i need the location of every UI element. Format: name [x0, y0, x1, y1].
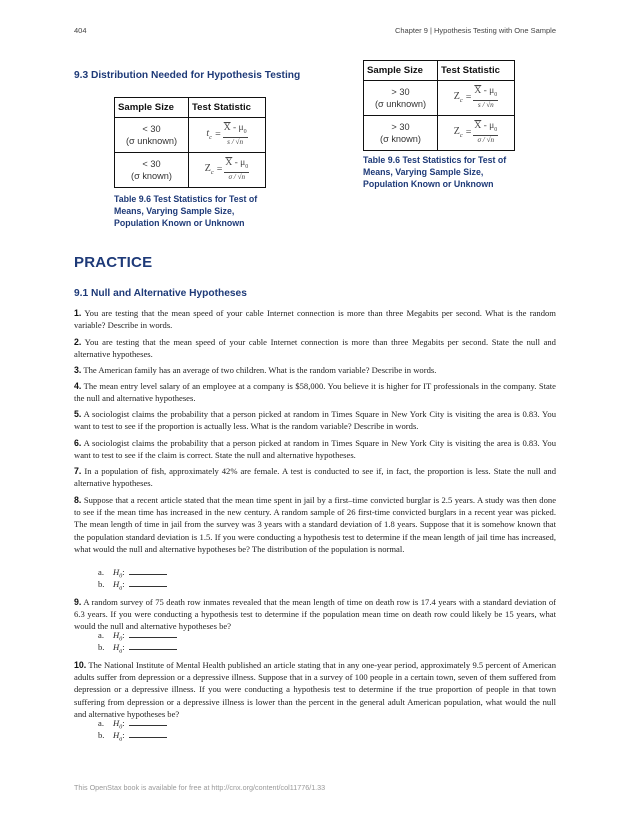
hypothesis-symbol: H	[113, 567, 120, 577]
equals-sign: =	[216, 164, 223, 176]
numerator-rest: - μ	[232, 158, 246, 169]
formula-lhs: Z	[453, 126, 460, 138]
answer-blank-line[interactable]	[129, 729, 167, 738]
sample-size-value: < 30	[142, 158, 161, 169]
answer-blank-line[interactable]	[129, 641, 177, 650]
mu-subscript: 0	[494, 91, 498, 98]
question-number: 9.	[74, 597, 82, 607]
denominator: s / √n	[227, 137, 244, 146]
hypothesis-symbol: H	[113, 579, 120, 589]
formula-lhs: t	[206, 128, 210, 140]
numerator	[224, 158, 249, 173]
practice-question-3	[74, 364, 556, 376]
question-text: You are testing that the mean speed of your cable Internet connection is more than three Megabits per second. State the null and alternative hypotheses.	[74, 337, 556, 360]
table-row	[115, 153, 266, 188]
part-label: a.	[98, 567, 104, 577]
part-label: b.	[98, 579, 105, 589]
formula-t-statistic	[206, 123, 247, 147]
practice-question-4	[74, 380, 556, 404]
question-number: 4.	[74, 381, 82, 391]
formula-lhs-subscript: c	[210, 169, 214, 177]
formula-lhs: Z	[453, 91, 460, 103]
formula-lhs-subscript: c	[459, 97, 463, 105]
practice-question-2	[74, 336, 556, 360]
practice-question-8	[74, 494, 556, 555]
test-statistic-cell	[438, 81, 515, 116]
hypothesis-subscript: a	[119, 585, 123, 592]
sample-size-value: > 30	[391, 121, 410, 132]
hypothesis-symbol: H	[113, 630, 120, 640]
question-number: 5.	[74, 409, 82, 419]
question-text: The mean entry level salary of an employee at a company is $58,000. You believe it is higher for IT professionals in the company. State the null and alternative hypotheses.	[74, 381, 556, 404]
chapter-title: Chapter 9 | Hypothesis Testing with One Sample	[394, 26, 556, 35]
colon: :	[122, 579, 125, 589]
table-header-row	[115, 98, 266, 118]
fraction	[473, 121, 498, 145]
column-header-test-statistic: Test Statistic	[189, 98, 266, 118]
numerator	[223, 123, 248, 138]
practice-question-9	[74, 596, 556, 633]
question-number: 1.	[74, 308, 82, 318]
test-statistics-table-large-sample	[363, 60, 515, 151]
question-number: 2.	[74, 337, 82, 347]
sample-size-cell	[364, 116, 438, 151]
column-header-sample-size: Sample Size	[364, 61, 438, 81]
sigma-condition: (σ unknown)	[374, 99, 427, 109]
question-text: In a population of fish, approximately 42% are female. A test is conducted to see if, in fact, the proportion is less. State the null and alternative hypotheses.	[74, 466, 556, 489]
formula-z-statistic	[454, 86, 499, 110]
answer-blank-line[interactable]	[129, 566, 167, 575]
denominator: s / √n	[477, 100, 494, 109]
denominator: σ / √n	[228, 172, 246, 181]
formula-z-statistic	[205, 158, 250, 182]
numerator-rest: - μ	[230, 123, 244, 134]
formula-lhs-subscript: c	[459, 132, 463, 140]
question-text: The National Institute of Mental Health published an article stating that in any one-year period, approximately 9.5 percent of American adults suffer from depression or a depressive illness. Suppose that in a survey of 100 people in a certain town, seven of them suffered from depression or a depressive illness. If you were conducting a hypothesis test to determine if the true proportion of people in that town suffering from depression or a depressive illness is lower than the percent in the general adult American population, what would the null and alternative hypotheses be?	[74, 660, 556, 719]
sample-size-value: < 30	[142, 123, 161, 134]
practice-question-5	[74, 408, 556, 432]
question-number: 8.	[74, 495, 82, 505]
mu-subscript: 0	[243, 128, 247, 135]
x-bar: $\overline{X}$	[225, 158, 233, 169]
column-header-test-statistic: Test Statistic	[438, 61, 515, 81]
sigma-condition: (σ unknown)	[125, 136, 178, 146]
practice-question-10	[74, 659, 556, 720]
table-caption-right: Table 9.6 Test Statistics for Test of Means, Varying Sample Size, Population Known or Unknown	[363, 155, 507, 189]
hypothesis-subscript: a	[119, 648, 123, 655]
answer-blank-ha	[98, 641, 177, 658]
colon: :	[122, 642, 125, 652]
section-heading-9-3: 9.3 Distribution Needed for Hypothesis Testing	[74, 70, 301, 81]
sample-size-cell	[115, 118, 189, 153]
hypothesis-subscript: 0	[119, 573, 123, 580]
sample-size-value: > 30	[391, 86, 410, 97]
fraction	[224, 158, 249, 182]
formula-lhs: Z	[204, 163, 211, 175]
colon: :	[122, 730, 125, 740]
x-bar: $\overline{X}$	[474, 86, 482, 97]
x-bar: $\overline{X}$	[474, 121, 482, 132]
part-label: b.	[98, 730, 105, 740]
test-statistic-cell	[189, 118, 266, 153]
answer-blank-line[interactable]	[129, 717, 167, 726]
question-text: Suppose that a recent article stated that the mean time spent in jail by a first–time convicted burglar is 2.5 years. A study was then done to see if the mean time has increased in the new century. A random sample of 26 first-time convicted burglars in a recent year was picked. The mean length of time in jail from the survey was 3 years with a standard deviation of 1.8 years. Suppose that it is somehow known that the population standard deviation is 1.5. If you were conducting a hypothesis test to determine if the mean length of jail time has increased, what would the null and alternative hypotheses be? The distribution of the population is normal.	[74, 495, 557, 554]
sample-size-cell	[364, 81, 438, 116]
numerator	[473, 121, 498, 136]
denominator: σ / √n	[477, 135, 495, 144]
numerator-rest: - μ	[481, 121, 495, 132]
part-label: a.	[98, 718, 104, 728]
test-statistic-cell	[189, 153, 266, 188]
numerator	[473, 86, 498, 101]
sigma-condition: (σ known)	[380, 134, 421, 144]
answer-blank-line[interactable]	[129, 578, 167, 587]
table-row	[364, 81, 515, 116]
practice-question-6	[74, 437, 556, 461]
hypothesis-symbol: H	[113, 730, 120, 740]
part-label: b.	[98, 642, 105, 652]
question-text: You are testing that the mean speed of your cable Internet connection is more than three Megabits per second. What is the random variable? Describe in words.	[74, 308, 556, 331]
mu-subscript: 0	[245, 163, 249, 170]
fraction	[473, 86, 498, 110]
x-bar: $\overline{X}$	[223, 123, 231, 134]
colon: :	[122, 567, 125, 577]
footer-availability-note: This OpenStax book is available for free at http://cnx.org/content/col11776/1.33	[74, 783, 326, 792]
question-number: 3.	[74, 365, 82, 375]
test-statistic-cell	[438, 116, 515, 151]
answer-blank-line[interactable]	[129, 629, 177, 638]
test-statistics-table-small-sample	[114, 97, 266, 188]
table-row	[115, 118, 266, 153]
practice-question-7	[74, 465, 556, 489]
fraction	[223, 123, 248, 147]
question-text: The American family has an average of two children. What is the random variable? Describe in words.	[83, 365, 437, 375]
equals-sign: =	[465, 127, 472, 139]
practice-question-1	[74, 307, 556, 331]
column-header-sample-size: Sample Size	[115, 98, 189, 118]
table-header-row	[364, 61, 515, 81]
question-number: 7.	[74, 466, 82, 476]
hypothesis-symbol: H	[113, 642, 120, 652]
numerator-rest: - μ	[481, 86, 495, 97]
hypothesis-subscript: 0	[119, 636, 123, 643]
mu-subscript: 0	[494, 126, 498, 133]
question-number: 10.	[74, 660, 87, 670]
question-text: A sociologist claims the probability that a person picked at random in Times Square in New York City is visiting the area is 0.83. You want to test to see if the claim is correct. State the null and alternative hypotheses.	[74, 438, 556, 461]
sigma-condition: (σ known)	[131, 171, 172, 181]
formula-z-statistic	[454, 121, 499, 145]
answer-blank-ha	[98, 578, 167, 595]
table-row	[364, 116, 515, 151]
answer-blank-ha	[98, 729, 167, 746]
hypothesis-subscript: a	[119, 736, 123, 743]
colon: :	[122, 630, 125, 640]
question-number: 6.	[74, 438, 82, 448]
formula-lhs-subscript: c	[209, 134, 213, 142]
part-label: a.	[98, 630, 104, 640]
page-number: 404	[74, 26, 87, 35]
equals-sign: =	[465, 92, 472, 104]
section-heading-9-1: 9.1 Null and Alternative Hypotheses	[74, 288, 247, 299]
hypothesis-subscript: 0	[119, 724, 123, 731]
colon: :	[122, 718, 125, 728]
practice-heading: PRACTICE	[74, 254, 153, 271]
question-text: A sociologist claims the probability that a person picked at random in Times Square in New York City is visiting the area is 0.83. You want to test to see if the proportion is actually less. What is the random variable? Describe in words.	[74, 409, 556, 432]
table-caption-left: Table 9.6 Test Statistics for Test of Means, Varying Sample Size, Population Known or Unknown	[114, 194, 258, 228]
equals-sign: =	[215, 129, 221, 141]
question-text: A random survey of 75 death row inmates revealed that the mean length of time on death row is 17.4 years with a standard deviation of 6.3 years. If you were conducting a hypothesis test to determine if the population mean time on death row could likely be 15 years, what would the null and alternative hypotheses be?	[74, 597, 556, 632]
hypothesis-symbol: H	[113, 718, 120, 728]
sample-size-cell	[115, 153, 189, 188]
